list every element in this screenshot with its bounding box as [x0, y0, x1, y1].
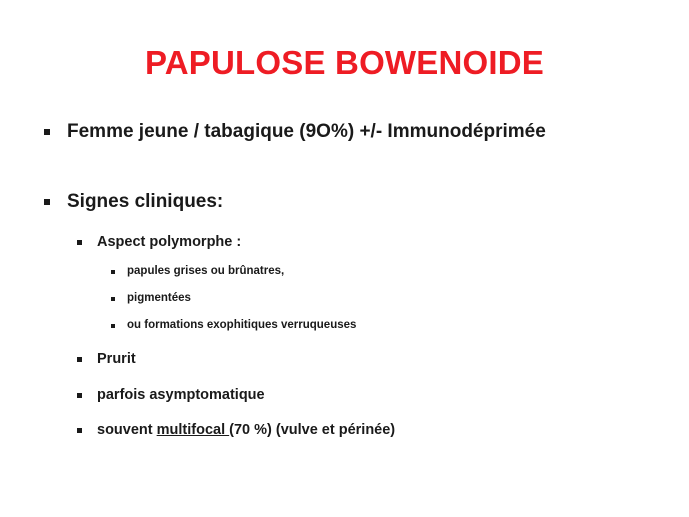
- bullet-text-pigmentees: pigmentées: [127, 292, 191, 304]
- square-bullet-icon: [111, 270, 115, 274]
- square-bullet-icon: [111, 324, 115, 328]
- bullet-text-papules: papules grises ou brûnatres,: [127, 265, 285, 277]
- bullet-text-multifocal: [97, 422, 395, 438]
- bullet-text-aspect: Aspect polymorphe :: [97, 234, 242, 250]
- square-bullet-icon: [77, 357, 82, 362]
- text-souvent: souvent: [97, 422, 157, 438]
- square-bullet-icon: [77, 428, 82, 433]
- bullet-text-asymptomatic: parfois asymptomatique: [97, 387, 265, 403]
- square-bullet-icon: [77, 240, 82, 245]
- bullet-text-clinical-signs: Signes cliniques:: [67, 191, 224, 212]
- bullet-text-prurit: Prurit: [97, 351, 136, 367]
- text-multifocal-underlined: multifocal: [156, 422, 230, 438]
- square-bullet-icon: [111, 297, 115, 301]
- bullet-text-exophytic: ou formations exophitiques verruqueuses: [127, 319, 357, 331]
- square-bullet-icon: [77, 393, 82, 398]
- square-bullet-icon: [44, 199, 50, 205]
- square-bullet-icon: [44, 129, 50, 135]
- slide-title: PAPULOSE BOWENOIDE: [144, 44, 545, 81]
- bullet-text-profile: Femme jeune / tabagique (9O%) +/- Immunodéprimée: [67, 121, 546, 142]
- text-percentage-location: (70 %) (vulve et périnée): [229, 422, 396, 438]
